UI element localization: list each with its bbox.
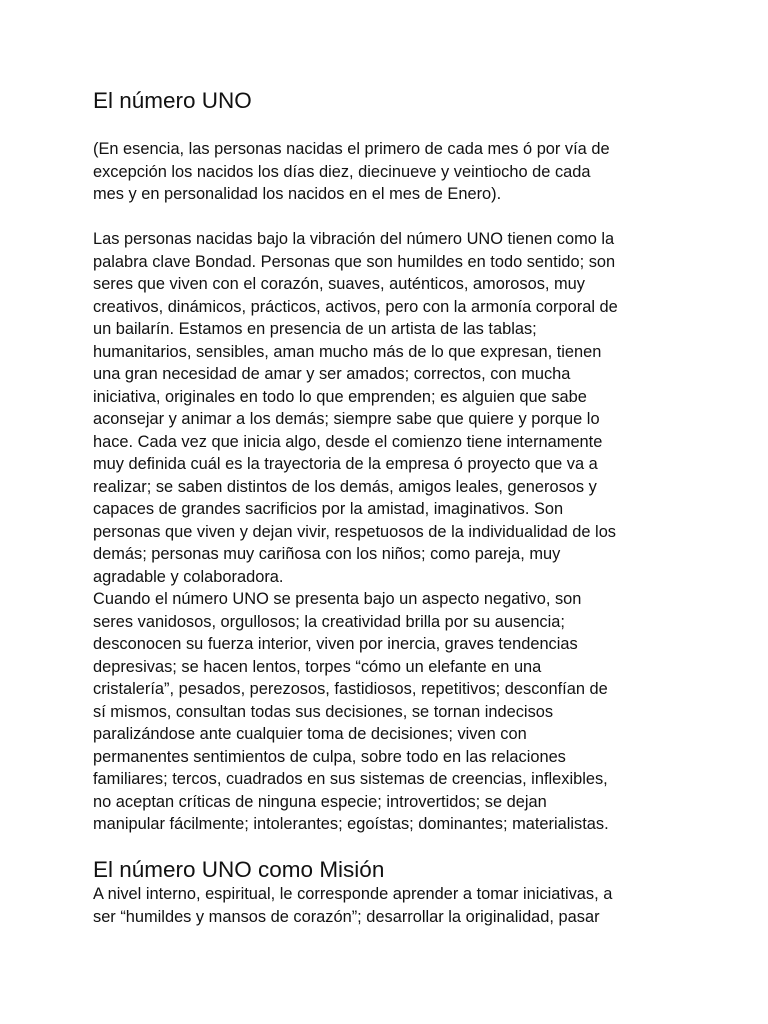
text-line: personas que viven y dejan vivir, respetuosos de la individualidad de los [93, 522, 617, 541]
text-line: depresivas; se hacen lentos, torpes “cómo un elefante en una [93, 657, 542, 676]
text-line: A nivel interno, espiritual, le corresponde aprender a tomar iniciativas, a [93, 885, 613, 903]
text-line: un bailarín. Estamos en presencia de un artista de las tablas; [93, 320, 537, 338]
text-line: aconsejar y animar a los demás; siempre sabe que quiere y porque lo [93, 410, 600, 428]
text-line: Cuando el número UNO se presenta bajo un aspecto negativo, son [93, 590, 582, 608]
text-line: seres vanidosos, orgullosos; la creatividad brilla por su ausencia; [93, 612, 565, 631]
text-line: sí mismos, consultan todas sus decisiones, se tornan indecisos [93, 702, 554, 721]
text-line: demás; personas muy cariñosa con los niños; como pareja, muy [93, 545, 561, 563]
text-line: mes y en personalidad los nacidos en el mes de Enero). [93, 185, 502, 203]
text-line: seres que viven con el corazón, suaves, auténticos, amorosos, muy [93, 275, 585, 293]
section-heading-number-one: El número UNO [93, 88, 252, 113]
text-line: cristalería”, pesados, perezosos, fastidiosos, repetitivos; desconfían de [93, 680, 608, 698]
text-line: excepción los nacidos los días diez, diecinueve y veintiocho de cada [93, 162, 591, 181]
text-line: permanentes sentimientos de culpa, sobre todo en las relaciones [93, 747, 566, 766]
text-line: muy definida cuál es la trayectoria de la empresa ó proyecto que va a [93, 455, 598, 473]
text-line: desconocen su fuerza interior, viven por inercia, graves tendencias [93, 635, 578, 653]
section-heading-mission: El número UNO como Misión [93, 857, 385, 882]
text-line: Las personas nacidas bajo la vibración del número UNO tienen como la [93, 230, 615, 248]
main-paragraph [93, 228, 618, 836]
intro-paragraph [93, 138, 610, 206]
text-line: familiares; tercos, cuadrados en sus sistemas de creencias, inflexibles, [93, 770, 608, 788]
text-line: capaces de grandes sacrificios por la amistad, imaginativos. Son [93, 500, 564, 518]
text-line: no aceptan críticas de ninguna especie; introvertidos; se dejan [93, 792, 547, 811]
mission-paragraph [93, 883, 612, 928]
text-line: palabra clave Bondad. Personas que son humildes en todo sentido; son [93, 252, 616, 271]
text-line: agradable y colaboradora. [93, 567, 284, 586]
text-line: una gran necesidad de amar y ser amados; correctos, con mucha [93, 365, 571, 383]
text-line: (En esencia, las personas nacidas el primero de cada mes ó por vía de [93, 140, 610, 158]
text-line: realizar; se saben distintos de los demás, amigos leales, generosos y [93, 477, 597, 496]
text-line: humanitarios, sensibles, aman mucho más de lo que expresan, tienen [93, 342, 602, 361]
text-line: creativos, dinámicos, prácticos, activos, pero con la armonía corporal de [93, 297, 618, 316]
text-line: ser “humildes y mansos de corazón”; desarrollar la originalidad, pasar [93, 907, 600, 926]
text-line: paralizándose ante cualquier toma de decisiones; viven con [93, 725, 527, 743]
text-line: hace. Cada vez que inicia algo, desde el comienzo tiene internamente [93, 432, 603, 451]
text-line: manipular fácilmente; intolerantes; egoístas; dominantes; materialistas. [93, 815, 609, 833]
text-line: iniciativa, originales en todo lo que emprenden; es alguien que sabe [93, 387, 587, 406]
